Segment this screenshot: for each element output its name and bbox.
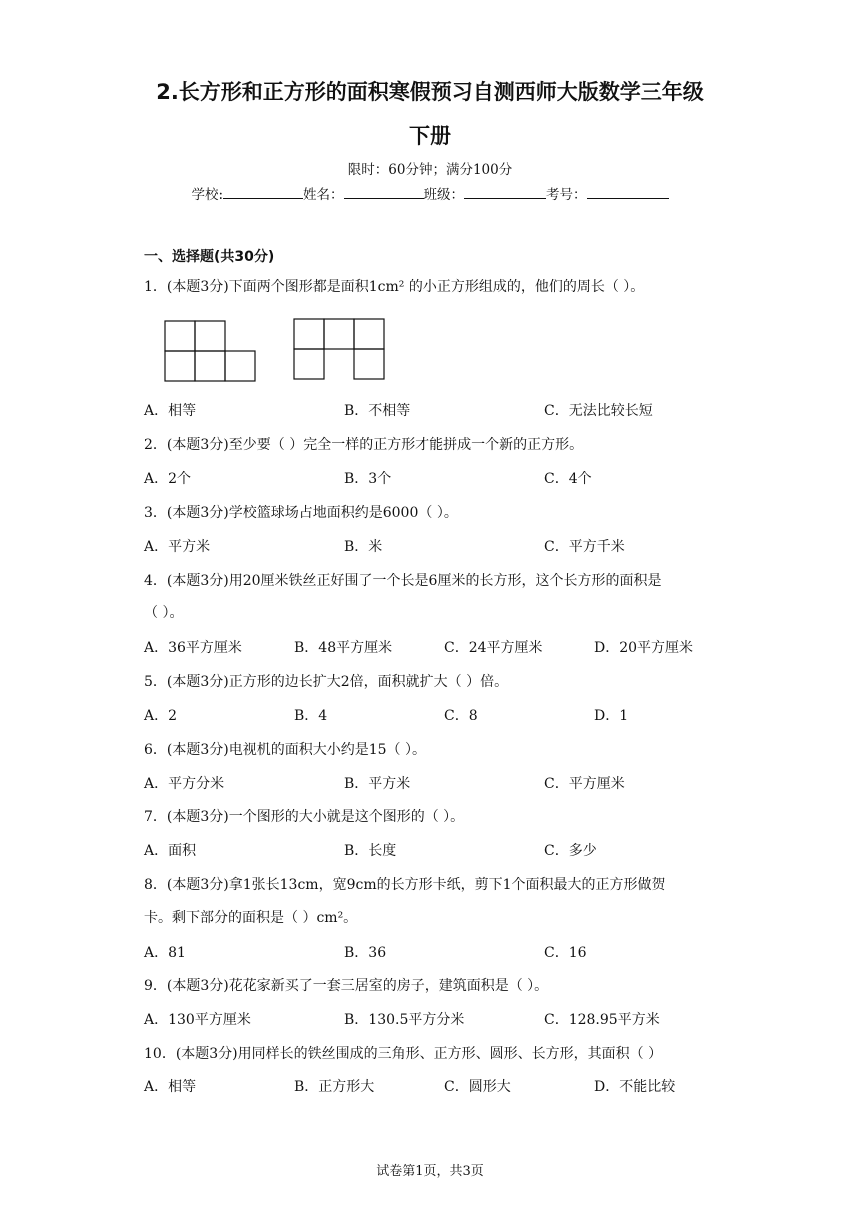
- question-4-line1: 4．(本题3分)用20厘米铁丝正好围了一个长是6厘米的长方形，这个长方形的面积是: [144, 573, 662, 589]
- q3-option-a[interactable]: A．平方米: [144, 539, 211, 555]
- number-label: 考号：: [546, 187, 587, 203]
- class-label: 班级：: [423, 187, 465, 203]
- q9-option-c[interactable]: C．128.95平方米: [544, 1012, 660, 1028]
- q2-option-b[interactable]: B．3个: [344, 471, 392, 487]
- question-10: 10．(本题3分)用同样长的铁丝围成的三角形、正方形、圆形、长方形，其面积（ ）: [144, 1046, 663, 1062]
- q6-option-c[interactable]: C．平方厘米: [544, 776, 625, 792]
- question-8-line1: 8．(本题3分)拿1张长13cm，宽9cm的长方形卡纸，剪下1个面积最大的正方形做贺: [144, 877, 666, 893]
- question-1: 1．(本题3分)下面两个图形都是面积1cm² 的小正方形组成的，他们的周长（ ）。: [144, 279, 645, 295]
- question-2: 2．(本题3分)至少要（ ）完全一样的正方形才能拼成一个新的正方形。: [144, 437, 584, 453]
- time-info: 限时：60分钟；满分100分: [347, 162, 513, 178]
- number-blank[interactable]: [587, 184, 669, 199]
- q2-option-c[interactable]: C．4个: [544, 471, 592, 487]
- q8-option-b[interactable]: B．36: [344, 945, 387, 961]
- q7-option-c[interactable]: C．多少: [544, 843, 597, 859]
- figure-l-shape: [164, 320, 258, 382]
- q4-option-b[interactable]: B．48平方厘米: [294, 640, 393, 656]
- q5-option-a[interactable]: A．2: [144, 708, 178, 724]
- question-4-line2: （ ）。: [144, 605, 184, 621]
- q7-option-a[interactable]: A．面积: [144, 843, 197, 859]
- class-blank[interactable]: [464, 184, 546, 199]
- q10-option-a[interactable]: A．相等: [144, 1079, 197, 1095]
- q5-option-d[interactable]: D．1: [594, 708, 629, 724]
- q8-option-c[interactable]: C．16: [544, 945, 587, 961]
- question-8-line2: 卡。剩下部分的面积是（ ）cm²。: [144, 910, 358, 926]
- info-fields: [0, 183, 860, 203]
- question-3: 3．(本题3分)学校篮球场占地面积约是6000（ ）。: [144, 505, 458, 521]
- q9-option-a[interactable]: A．130平方厘米: [144, 1012, 251, 1028]
- question-9: 9．(本题3分)花花家新买了一套三居室的房子，建筑面积是（ ）。: [144, 978, 549, 994]
- q3-option-c[interactable]: C．平方千米: [544, 539, 625, 555]
- school-label: 学校:: [191, 187, 224, 203]
- page-title-line1: 2.长方形和正方形的面积寒假预习自测西师大版数学三年级: [156, 80, 704, 104]
- name-blank[interactable]: [344, 184, 424, 199]
- q2-option-a[interactable]: A．2个: [144, 471, 192, 487]
- q4-option-c[interactable]: C．24平方厘米: [444, 640, 543, 656]
- figure-t-shape: [293, 318, 387, 380]
- q3-option-b[interactable]: B．米: [344, 539, 383, 555]
- q4-option-d[interactable]: D．20平方厘米: [594, 640, 694, 656]
- q7-option-b[interactable]: B．长度: [344, 843, 397, 859]
- q10-option-c[interactable]: C．圆形大: [444, 1079, 511, 1095]
- school-blank[interactable]: [223, 184, 303, 199]
- page-title-line2: 下册: [409, 124, 451, 148]
- q5-option-c[interactable]: C．8: [444, 708, 478, 724]
- q5-option-b[interactable]: B．4: [294, 708, 328, 724]
- question-5: 5．(本题3分)正方形的边长扩大2倍，面积就扩大（ ）倍。: [144, 674, 509, 690]
- q6-option-b[interactable]: B．平方米: [344, 776, 411, 792]
- page-footer: 试卷第1页，共3页: [376, 1164, 484, 1179]
- question-7: 7．(本题3分)一个图形的大小就是这个图形的（ ）。: [144, 809, 465, 825]
- q10-option-b[interactable]: B．正方形大: [294, 1079, 375, 1095]
- q6-option-a[interactable]: A．平方分米: [144, 776, 225, 792]
- q9-option-b[interactable]: B．130.5平方分米: [344, 1012, 465, 1028]
- q8-option-a[interactable]: A．81: [144, 945, 186, 961]
- name-label: 姓名：: [303, 187, 344, 203]
- q10-option-d[interactable]: D．不能比较: [594, 1079, 676, 1095]
- q1-option-b[interactable]: B．不相等: [344, 403, 411, 419]
- question-6: 6．(本题3分)电视机的面积大小约是15（ ）。: [144, 742, 427, 758]
- q1-option-a[interactable]: A．相等: [144, 403, 197, 419]
- section-heading: 一、选择题(共30分): [144, 249, 275, 265]
- q1-option-c[interactable]: C．无法比较长短: [544, 403, 653, 419]
- q4-option-a[interactable]: A．36平方厘米: [144, 640, 242, 656]
